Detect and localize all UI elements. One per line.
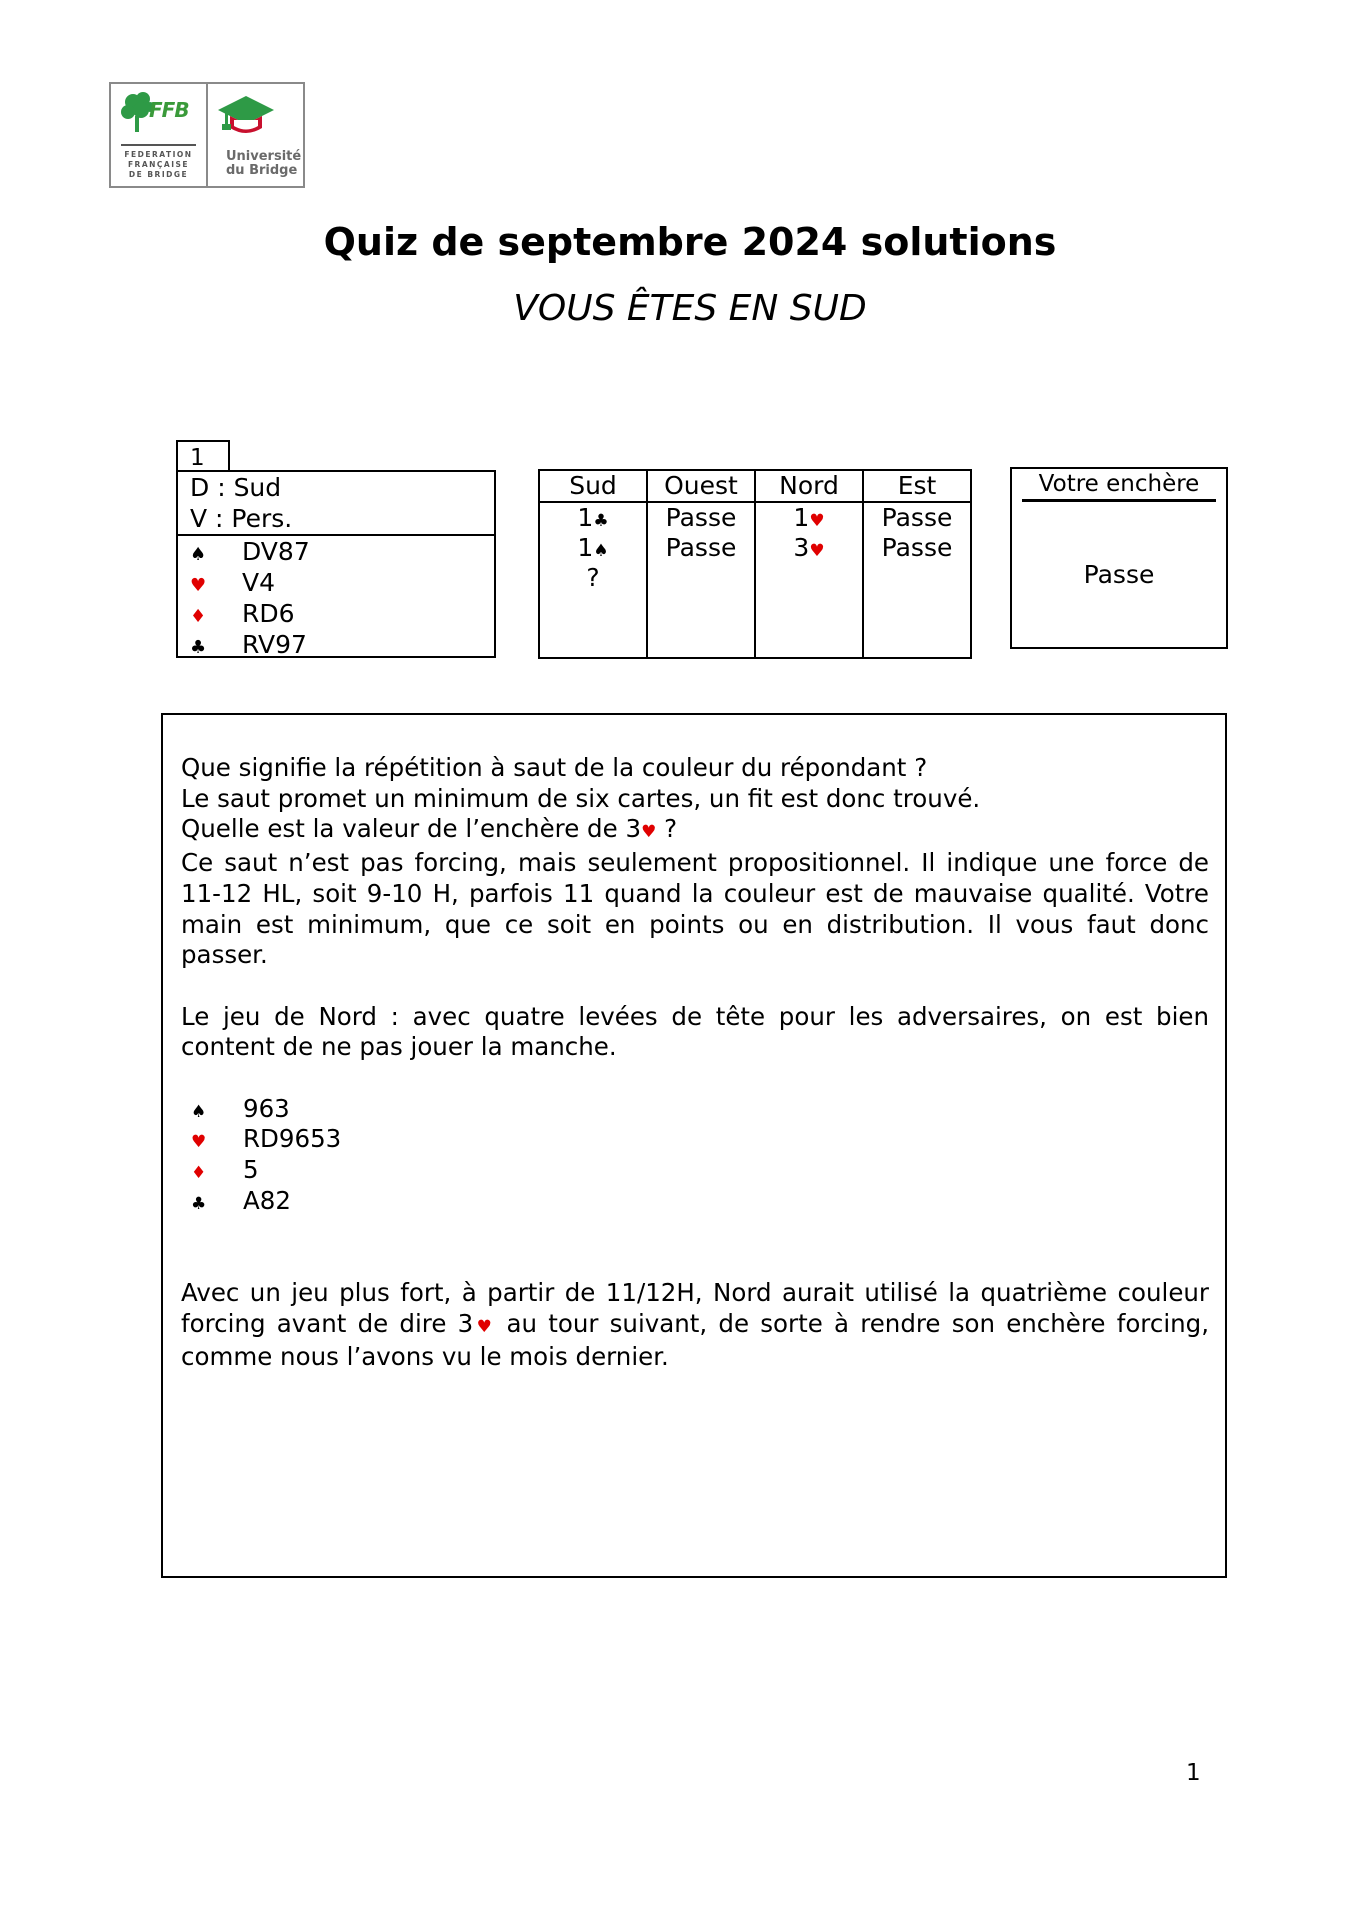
spade-cards: DV87 [242, 537, 310, 566]
final-paragraph [181, 1278, 1209, 1373]
bidding-header-nord: Nord [756, 471, 862, 503]
bidding-header-est: Est [864, 471, 970, 503]
page-title: Quiz de septembre 2024 solutions [323, 220, 1057, 264]
heart-icon: ♥ [641, 822, 657, 843]
heart-cards: V4 [242, 568, 276, 597]
bidding-table [538, 469, 972, 659]
answer-label: Votre enchère [1022, 469, 1216, 502]
bidding-col-est [864, 471, 970, 657]
diamond-cards: RD6 [242, 599, 295, 628]
bid-level: 1 [577, 533, 594, 562]
bid-nord-2 [756, 533, 862, 563]
heart-icon: ♥ [190, 575, 207, 596]
ffb-logo-left [111, 84, 208, 186]
answer-value: Passe [1083, 560, 1155, 589]
spacer [181, 1247, 1209, 1278]
spacer [181, 1063, 1209, 1094]
nord-hand [191, 1094, 1209, 1217]
bid-level: 1 [577, 503, 594, 532]
bid-sud-3: ? [586, 563, 600, 592]
bid-sud-1 [540, 503, 646, 533]
answer-2: Ce saut n’est pas forcing, mais seulement propositionnel. Il indique une force de 11-12 HL, soit 9-10 H, parfois 11 quand la couleur est de mauvaise qualité. Votre main est minimum, que ce soit en points ou en distribution. Il vous faut donc passer. [181, 848, 1209, 970]
hand-clubs [178, 629, 494, 660]
ffb-logo [109, 82, 305, 188]
bid-sud-2 [540, 533, 646, 563]
hand-hearts [178, 567, 494, 598]
federation-text [117, 150, 200, 180]
bid-est-1: Passe [881, 503, 953, 532]
bidding-header-sud: Sud [540, 471, 646, 503]
heart-icon: ♥ [473, 1316, 496, 1337]
club-icon: ♣ [191, 1193, 207, 1214]
explanation-box [161, 713, 1227, 1578]
nord-diamond-cards: 5 [243, 1155, 259, 1185]
hand-diamonds [178, 598, 494, 629]
nord-diamonds [191, 1155, 1209, 1186]
nord-hearts [191, 1124, 1209, 1155]
heart-icon: ♥ [809, 511, 825, 531]
graduation-cap-icon [216, 94, 276, 144]
bidding-header-ouest: Ouest [648, 471, 754, 503]
diamond-icon: ♦ [190, 606, 207, 627]
vulnerability-row: V : Pers. [190, 504, 293, 533]
deal-number: 1 [176, 440, 230, 472]
page-subtitle: VOUS ÊTES EN SUD [513, 288, 867, 329]
nord-clubs [191, 1186, 1209, 1217]
final-text-start: Avec un jeu plus fort, à partir de 11/12H, Nord aurait utilisé la quatrième couleur forcing avant de dire 3 [181, 1277, 1209, 1338]
bid-nord-1 [756, 503, 862, 533]
bid-ouest-1: Passe [665, 503, 737, 532]
heart-icon: ♥ [809, 541, 825, 561]
club-icon: ♣ [190, 637, 207, 658]
spade-icon: ♠ [191, 1101, 207, 1122]
club-cards: RV97 [242, 630, 307, 659]
federation-line-1: FEDERATION [124, 150, 193, 159]
club-icon: ♣ [593, 511, 609, 531]
nord-club-cards: A82 [243, 1185, 291, 1215]
answer-box [1010, 467, 1228, 649]
universite-logo [208, 84, 303, 186]
dealer-row: D : Sud [190, 473, 282, 502]
ffb-wordmark: FFB [149, 98, 189, 122]
answer-1: Le saut promet un minimum de six cartes, un fit est donc trouvé. [181, 783, 981, 813]
question-2-end: ? [656, 814, 678, 844]
nord-spades [191, 1094, 1209, 1125]
bid-ouest-2: Passe [665, 533, 737, 562]
universite-text [226, 150, 301, 178]
universite-line-2: du Bridge [226, 163, 298, 178]
bid-level: 1 [793, 503, 810, 532]
question-2 [181, 814, 1209, 848]
spade-icon: ♠ [593, 541, 609, 561]
nord-spade-cards: 963 [243, 1093, 290, 1123]
spade-icon: ♠ [190, 544, 207, 565]
spacer [181, 971, 1209, 1002]
hand-spades [178, 534, 494, 567]
bidding-col-ouest [648, 471, 756, 657]
logo-divider [121, 144, 196, 146]
heart-icon: ♥ [191, 1132, 207, 1153]
question-1: Que signifie la répétition à saut de la couleur du répondant ? [181, 753, 928, 782]
bidding-col-sud [540, 471, 648, 657]
south-hand-box [176, 470, 496, 658]
federation-line-3: DE BRIDGE [128, 170, 189, 179]
nord-intro: Le jeu de Nord : avec quatre levées de tête pour les adversaires, on est bien content de ne pas jouer la manche. [181, 1001, 1209, 1062]
federation-line-2: FRANÇAISE [127, 160, 190, 169]
spacer [181, 1216, 1209, 1247]
nord-heart-cards: RD9653 [243, 1124, 342, 1154]
bid-est-2: Passe [881, 533, 953, 562]
bid-level: 3 [793, 533, 810, 562]
page-number: 1 [1186, 1760, 1201, 1786]
final-text-end: au tour suivant, de sorte à rendre son enchère forcing, comme nous l’avons vu le mois dernier. [181, 1308, 1209, 1372]
universite-line-1: Université [226, 149, 302, 164]
diamond-icon: ♦ [191, 1163, 207, 1184]
question-2-text: Quelle est la valeur de l’enchère de 3 [181, 814, 642, 844]
bidding-col-nord [756, 471, 864, 657]
